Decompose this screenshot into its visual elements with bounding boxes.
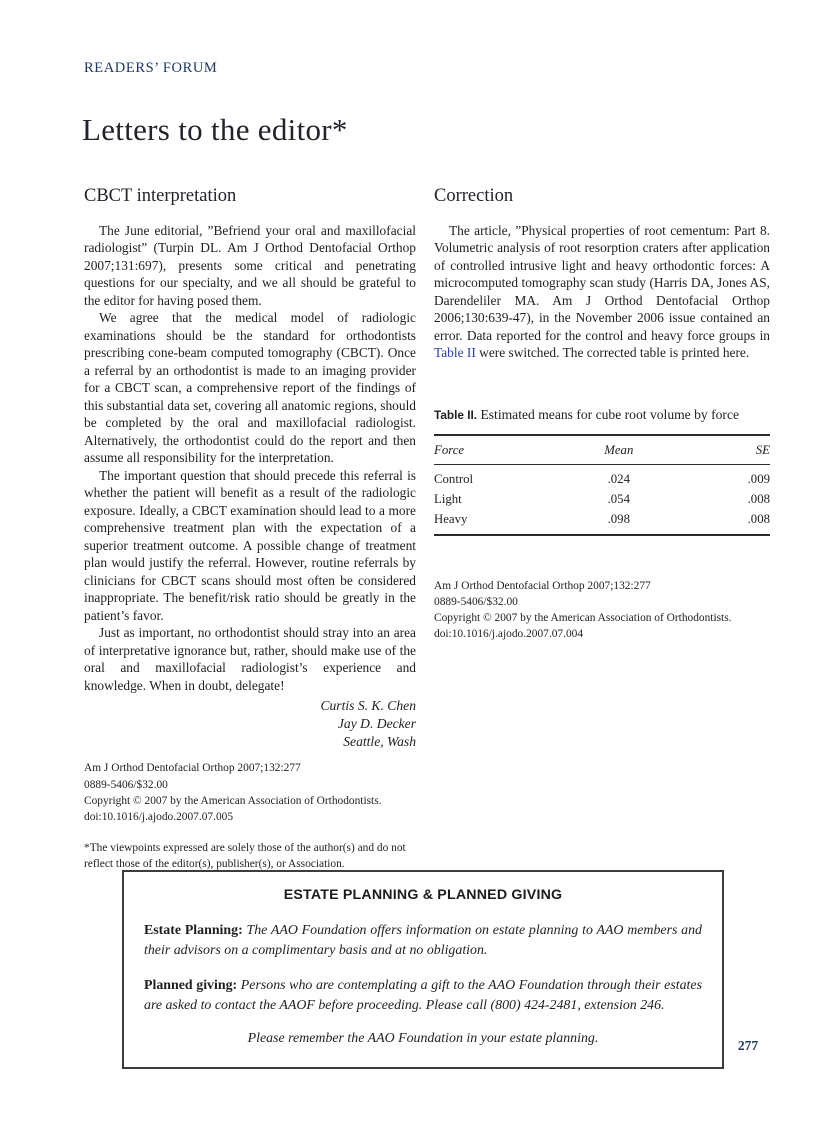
estate-box-closing: Please remember the AAO Foundation in your estate planning. xyxy=(247,1030,599,1046)
page-title: Letters to the editor* xyxy=(82,112,348,147)
cell-se: .008 xyxy=(747,511,770,526)
estate-planning-label: Estate Planning: xyxy=(144,923,243,938)
journal-citation: Am J Orthod Dentofacial Orthop 2007;132:277 xyxy=(84,762,301,775)
estimated-means-table xyxy=(434,434,770,536)
cbct-paragraph-4: Just as important, no orthodontist should stray into an area of interpretative ignorance but, rather, should make use of the oral and maxillofacial radiologist’s experience and knowledge. When in doubt, delegate! xyxy=(84,625,416,693)
issn-price: 0889-5406/$32.00 xyxy=(434,595,518,608)
right-column xyxy=(434,186,770,872)
issn-price: 0889-5406/$32.00 xyxy=(84,778,168,791)
author-name: Curtis S. K. Chen xyxy=(320,698,416,714)
cell-mean: .098 xyxy=(607,511,630,526)
table-ii-link[interactable]: Table II xyxy=(434,345,476,361)
table-caption xyxy=(434,406,770,424)
doi-line: doi:10.1016/j.ajodo.2007.07.004 xyxy=(434,628,584,641)
estate-planning-text: The AAO Foundation offers information on estate planning to AAO members and their advisors on a complimentary basis and at no obligation. xyxy=(144,923,702,958)
planned-giving-paragraph xyxy=(144,976,702,1016)
cbct-paragraph-1: The June editorial, ”Befriend your oral and maxillofacial radiologist” (Turpin DL. Am J Orthod Dentofacial Orthop 2007;131:697), presents some critical and penetrating questions for our specialty, and we all should be grateful to the editor for having posed them. xyxy=(84,223,416,308)
author-signature xyxy=(84,697,416,751)
table-label: Table II. xyxy=(434,407,478,422)
journal-citation: Am J Orthod Dentofacial Orthop 2007;132:277 xyxy=(434,579,651,592)
estate-planning-box xyxy=(122,870,724,1069)
column-header-force: Force xyxy=(434,435,562,465)
running-head: READERS’ FORUM xyxy=(84,60,218,76)
estate-box-title: ESTATE PLANNING & PLANNED GIVING xyxy=(283,887,563,903)
publication-info-left xyxy=(84,760,416,825)
cell-mean: .054 xyxy=(607,491,630,506)
cbct-paragraph-3: The important question that should precede this referral is whether the patient will benefit as a result of the radiologic exposure. Ideally, a CBCT examination should lead to a more comprehensive treatment plan with the expectation of a superior treatment outcome. A possible change of treatment plan would justify the referral. However, routine referrals by clinicians for CBCT scans should most often be considered inappropriate. The benefit/risk ratio should be greatly in the patient’s favor. xyxy=(84,467,416,623)
cell-se: .008 xyxy=(747,491,770,506)
cell-force: Light xyxy=(434,491,462,506)
section-title-correction: Correction xyxy=(434,186,514,206)
publication-info-right xyxy=(434,578,770,643)
cell-mean: .024 xyxy=(607,471,630,486)
table-ii-block xyxy=(434,406,770,536)
cell-force: Control xyxy=(434,471,474,486)
author-name: Jay D. Decker xyxy=(337,716,416,732)
correction-paragraph xyxy=(434,222,770,362)
planned-giving-label: Planned giving: xyxy=(144,977,238,993)
section-title-cbct: CBCT interpretation xyxy=(84,186,237,206)
table-row xyxy=(434,509,770,535)
doi-line: doi:10.1016/j.ajodo.2007.07.005 xyxy=(84,810,234,823)
page-number: 277 xyxy=(737,1038,759,1053)
estate-planning-paragraph xyxy=(144,921,702,961)
table-header-row xyxy=(434,435,770,465)
table-row xyxy=(434,464,770,489)
left-column xyxy=(84,186,416,872)
copyright-line: Copyright © 2007 by the American Association of Orthodontists. xyxy=(84,794,382,807)
cell-se: .009 xyxy=(747,471,770,486)
column-header-se: SE xyxy=(676,435,770,465)
correction-text-after: were switched. The corrected table is printed here. xyxy=(475,345,750,361)
table-caption-text: Estimated means for cube root volume by force xyxy=(480,406,740,422)
copyright-line: Copyright © 2007 by the American Association of Orthodontists. xyxy=(434,611,732,624)
column-header-mean: Mean xyxy=(562,435,676,465)
author-location: Seattle, Wash xyxy=(343,734,416,750)
correction-text-before: The article, ”Physical properties of root cementum: Part 8. Volumetric analysis of root resorption craters after application of controlled intrusive light and heavy orthodontic forces: A microcomputed tomography scan study (Harris DA, Jones AS, Darendeliler MA. Am J Orthod Dentofacial Orthop 2006;130:639-47), in the November 2006 issue contained an error. Data reported for the control and heavy force groups in xyxy=(434,223,770,343)
table-row xyxy=(434,489,770,509)
cbct-paragraph-2: We agree that the medical model of radiologic examinations should be the standard for orthodontists prescribing cone-beam computed tomography (CBCT). Once a referral by an orthodontist is made to an imaging provider for a CBCT scan, a comprehensive report of the findings of this substantial data set, covering all anatomic regions, should be completed by the oral and maxillofacial radiologist. Alternatively, the orthodontist could do the report and then assume all responsibility for the interpretation. xyxy=(84,310,416,466)
editor-footnote: *The viewpoints expressed are solely those of the author(s) and do not reflect those of the editor(s), publisher(s), or Association. xyxy=(84,842,406,871)
cell-force: Heavy xyxy=(434,511,468,526)
planned-giving-text: Persons who are contemplating a gift to the AAO Foundation through their estates are asked to contact the AAOF before proceeding. Please call (800) 424-2481, extension 246. xyxy=(144,977,702,1013)
two-column-layout xyxy=(84,186,770,872)
